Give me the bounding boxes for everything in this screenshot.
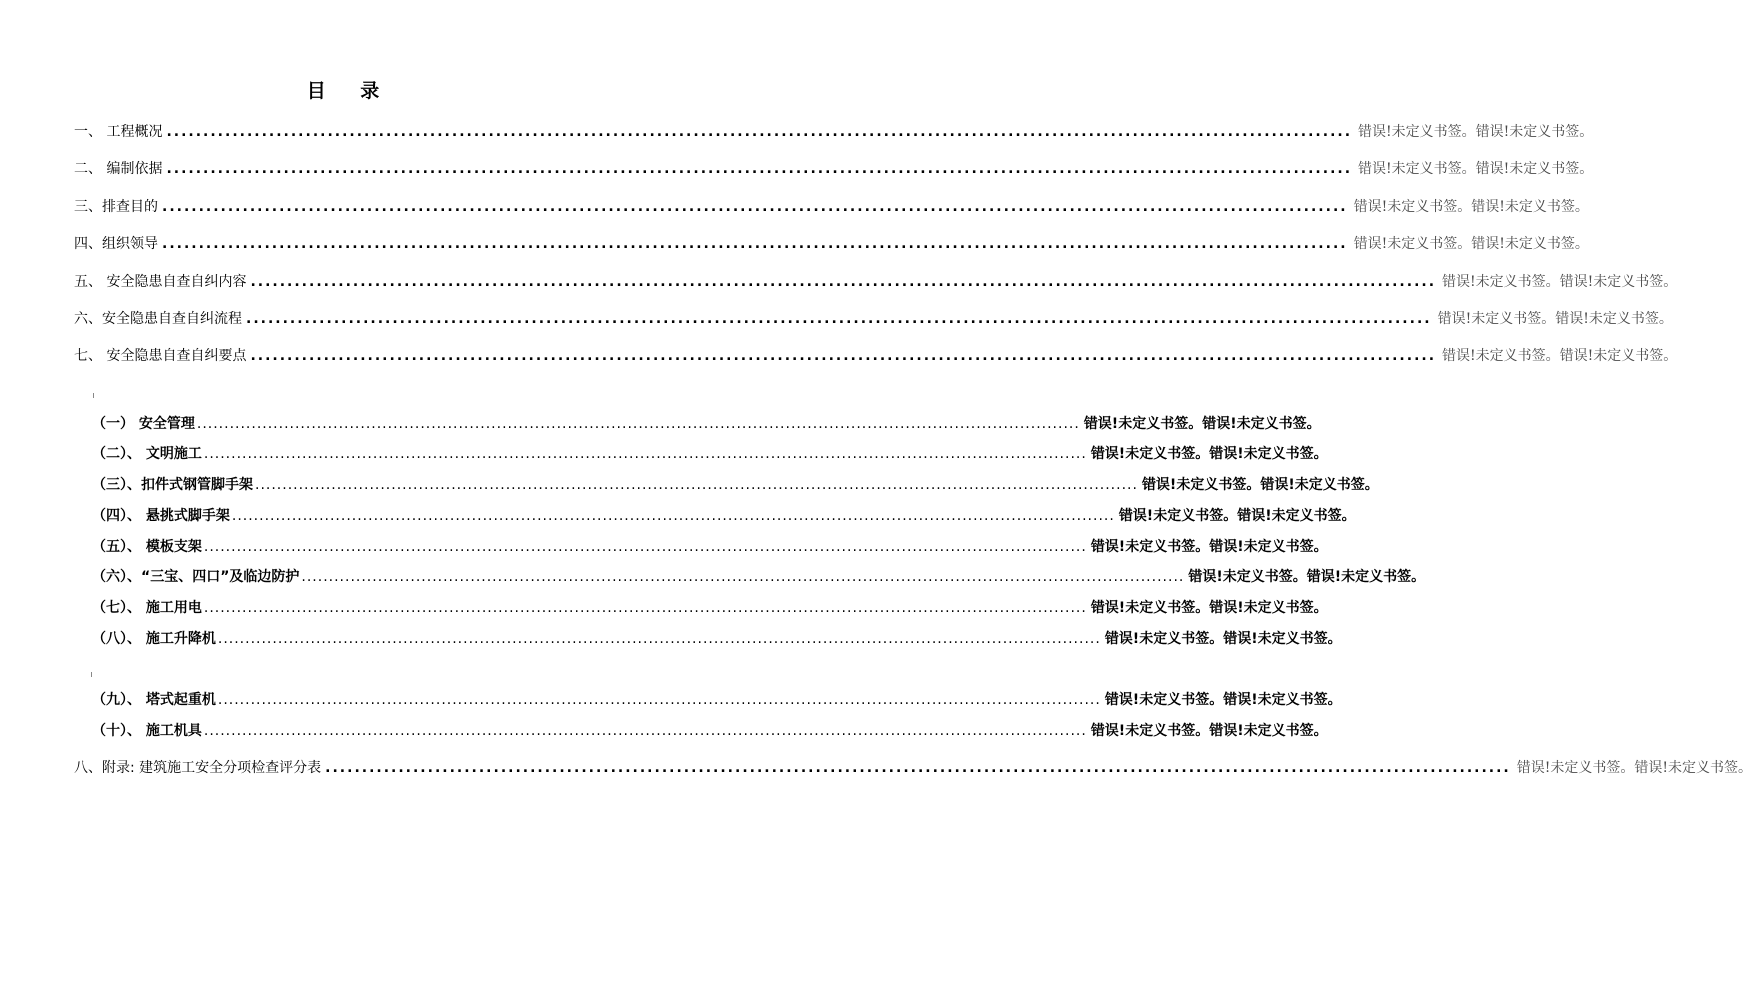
toc-page-ref: 错误!未定义书签。错误!未定义书签。 — [1353, 236, 1589, 252]
toc-subentry[interactable] — [92, 474, 1379, 496]
toc-page-ref: 错误!未定义书签。错误!未定义书签。 — [1090, 600, 1328, 616]
toc-entry-text: 五、 安全隐患自查自纠内容 — [74, 274, 247, 290]
toc-dot-leader: .................................................................................................................................................................. — [250, 274, 1437, 290]
toc-page-ref: 错误!未定义书签。错误!未定义书签。 — [1083, 416, 1321, 432]
toc-page-ref: 错误!未定义书签。错误!未定义书签。 — [1358, 124, 1594, 140]
toc-dot-leader: .................................................................................................................................................................. — [203, 723, 1087, 739]
toc-subentry[interactable] — [92, 597, 1328, 619]
toc-entry-text: （一） 安全管理 — [92, 416, 195, 432]
toc-subentry[interactable] — [92, 536, 1328, 558]
toc-subentry[interactable] — [92, 689, 1342, 711]
toc-entry[interactable] — [74, 196, 1589, 218]
toc-entry[interactable] — [74, 121, 1594, 143]
toc-dot-leader: .................................................................................................................................................................. — [166, 124, 1353, 140]
toc-entry[interactable] — [74, 158, 1594, 180]
toc-dot-leader: .................................................................................................................................................................. — [217, 631, 1101, 647]
toc-dot-leader: .................................................................................................................................................................. — [203, 600, 1087, 616]
toc-entry-text: （七）、 施工用电 — [92, 600, 202, 616]
format-mark — [91, 672, 92, 677]
toc-entry-text: 二、 编制依据 — [74, 161, 163, 177]
toc-entry-text: （三）、扣件式钢管脚手架 — [92, 477, 253, 493]
toc-dot-leader: .................................................................................................................................................................. — [255, 477, 1138, 493]
toc-entry[interactable] — [74, 308, 1673, 330]
toc-page-ref: 错误!未定义书签。错误!未定义书签。 — [1118, 508, 1356, 524]
toc-page-ref: 错误!未定义书签。错误!未定义书签。 — [1090, 723, 1328, 739]
toc-dot-leader: .................................................................................................................................................................. — [301, 569, 1185, 585]
toc-dot-leader: .................................................................................................................................................................. — [203, 539, 1087, 555]
toc-entry-text: 八、附录: 建筑施工安全分项检查评分表 — [74, 760, 322, 776]
toc-page-ref: 错误!未定义书签。错误!未定义书签。 — [1090, 539, 1328, 555]
toc-subentry[interactable] — [92, 628, 1342, 650]
toc-page-ref: 错误!未定义书签。错误!未定义书签。 — [1104, 631, 1342, 647]
toc-entry-text: 四、组织领导 — [74, 236, 158, 252]
toc-page-ref: 错误!未定义书签。错误!未定义书签。 — [1516, 760, 1752, 776]
toc-page-ref: 错误!未定义书签。错误!未定义书签。 — [1437, 311, 1673, 327]
toc-dot-leader: .................................................................................................................................................................. — [196, 416, 1080, 432]
toc-subentry[interactable] — [92, 566, 1426, 588]
toc-entry-text: （五）、 模板支架 — [92, 539, 202, 555]
toc-entry-text: 七、 安全隐患自查自纠要点 — [74, 348, 247, 364]
toc-dot-leader: .................................................................................................................................................................. — [217, 692, 1101, 708]
toc-dot-leader: .................................................................................................................................................................. — [246, 311, 1432, 327]
toc-subentry[interactable] — [92, 443, 1328, 465]
toc-entry-text: （四）、 悬挑式脚手架 — [92, 508, 230, 524]
toc-dot-leader: .................................................................................................................................................................. — [250, 348, 1437, 364]
toc-page-ref: 错误!未定义书签。错误!未定义书签。 — [1442, 348, 1678, 364]
toc-page-ref: 错误!未定义书签。错误!未定义书签。 — [1141, 477, 1379, 493]
format-mark — [93, 393, 94, 398]
toc-page-ref: 错误!未定义书签。错误!未定义书签。 — [1353, 199, 1589, 215]
toc-entry-text: （十）、 施工机具 — [92, 723, 202, 739]
toc-entry-text: （八）、 施工升降机 — [92, 631, 216, 647]
toc-dot-leader: .................................................................................................................................................................. — [325, 760, 1511, 776]
toc-entry-text: （六）、“三宝、四口”及临边防护 — [92, 569, 300, 585]
toc-title: 目 录 — [306, 80, 394, 102]
toc-dot-leader: .................................................................................................................................................................. — [231, 508, 1115, 524]
toc-page-ref: 错误!未定义书签。错误!未定义书签。 — [1090, 446, 1328, 462]
toc-subentry[interactable] — [92, 720, 1328, 742]
toc-dot-leader: .................................................................................................................................................................. — [162, 199, 1348, 215]
toc-entry-text: 一、 工程概况 — [74, 124, 163, 140]
toc-page-ref: 错误!未定义书签。错误!未定义书签。 — [1188, 569, 1426, 585]
toc-entry-text: 六、安全隐患自查自纠流程 — [74, 311, 242, 327]
toc-subentry[interactable] — [92, 413, 1321, 435]
toc-dot-leader: .................................................................................................................................................................. — [166, 161, 1353, 177]
toc-page-ref: 错误!未定义书签。错误!未定义书签。 — [1442, 274, 1678, 290]
toc-entry-text: （九）、 塔式起重机 — [92, 692, 216, 708]
toc-page-ref: 错误!未定义书签。错误!未定义书签。 — [1104, 692, 1342, 708]
toc-subentry[interactable] — [92, 505, 1356, 527]
toc-page-ref: 错误!未定义书签。错误!未定义书签。 — [1358, 161, 1594, 177]
toc-entry[interactable] — [74, 271, 1678, 293]
toc-entry[interactable] — [74, 233, 1589, 255]
toc-dot-leader: .................................................................................................................................................................. — [162, 236, 1348, 252]
toc-entry[interactable] — [74, 757, 1752, 779]
toc-entry-text: 三、排查目的 — [74, 199, 158, 215]
toc-dot-leader: .................................................................................................................................................................. — [203, 446, 1087, 462]
toc-entry[interactable] — [74, 345, 1678, 367]
toc-entry-text: （二）、 文明施工 — [92, 446, 202, 462]
